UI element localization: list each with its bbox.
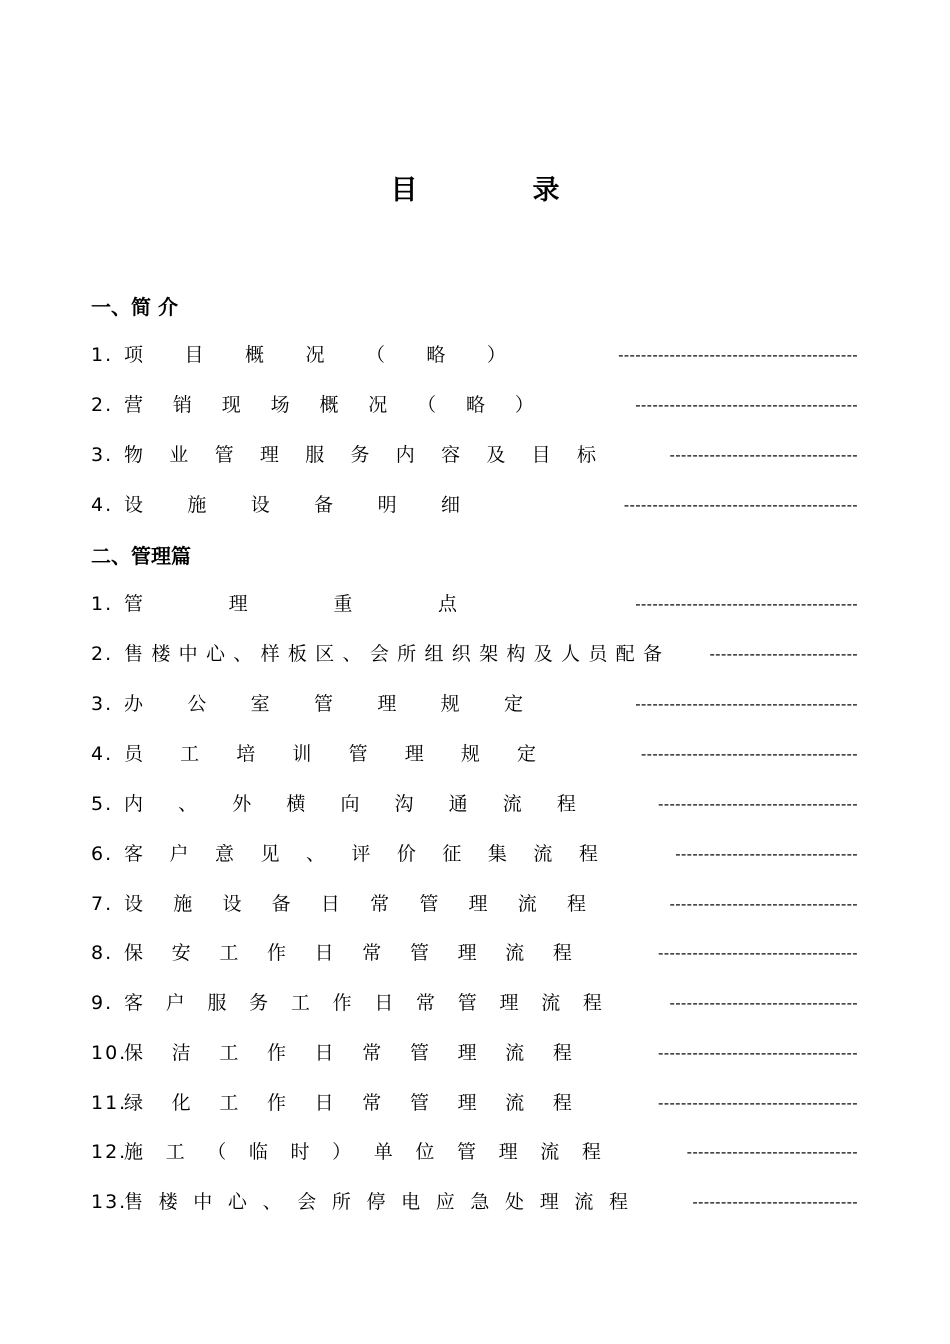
toc-entry-title: 员 工 培 训 管 理 规 定 <box>124 743 536 765</box>
toc-entry[interactable] <box>91 1189 858 1215</box>
toc-entry-number: 2. <box>91 643 114 665</box>
toc-entry-number: 7. <box>91 893 114 915</box>
toc-entry-leader: --------------------------------------- <box>635 396 858 414</box>
toc-entry-number: 10. <box>91 1042 128 1064</box>
toc-entry-leader: ----------------------------------- <box>658 944 858 962</box>
toc-entry-title: 客 户 服 务 工 作 日 常 管 理 流 程 <box>124 992 602 1014</box>
toc-entry-leader: --------------------------------- <box>669 895 858 913</box>
toc-entry-leader: ------------------------------------------ <box>618 346 858 364</box>
toc-entry-number: 12. <box>91 1141 128 1163</box>
section-heading-management: 二、管理篇 <box>91 544 191 568</box>
toc-entry[interactable] <box>91 940 858 966</box>
toc-entry-number: 1. <box>91 344 114 366</box>
toc-entry-leader: ----------------------------------- <box>658 1044 858 1062</box>
toc-entry-number: 9. <box>91 992 114 1014</box>
toc-entry-leader: --------------------------------------- <box>635 595 858 613</box>
toc-entry-title: 售 楼 中 心 、 样 板 区 、 会 所 组 织 架 构 及 人 员 配 备 <box>124 643 662 665</box>
toc-entry[interactable] <box>91 392 858 418</box>
toc-entry-title: 绿 化 工 作 日 常 管 理 流 程 <box>124 1092 572 1114</box>
toc-entry-number: 1. <box>91 593 114 615</box>
toc-entry-number: 3. <box>91 693 114 715</box>
toc-entry-number: 4. <box>91 743 114 765</box>
toc-entry-number: 4. <box>91 494 114 516</box>
toc-entry-number: 6. <box>91 843 114 865</box>
toc-entry-leader: ----------------------------------- <box>658 795 858 813</box>
toc-entry-title: 内 、 外 横 向 沟 通 流 程 <box>124 793 576 815</box>
toc-entry-title: 保 安 工 作 日 常 管 理 流 程 <box>124 942 572 964</box>
toc-entry-title: 客 户 意 见 、 评 价 征 集 流 程 <box>124 843 598 865</box>
toc-entry[interactable] <box>91 1139 858 1165</box>
toc-entry-leader: -------------------------- <box>709 645 858 663</box>
toc-entry-title: 管 理 重 点 <box>124 593 457 615</box>
toc-entry-leader: -------------------------------- <box>675 845 858 863</box>
toc-entry-leader: --------------------------------- <box>669 446 858 464</box>
toc-entry-title: 营 销 现 场 概 况 （ 略 ） <box>124 394 534 416</box>
page-title: 目 录 <box>390 175 604 206</box>
toc-entry-number: 8. <box>91 942 114 964</box>
toc-entry[interactable] <box>91 891 858 917</box>
toc-entry[interactable] <box>91 342 858 368</box>
toc-entry[interactable] <box>91 591 858 617</box>
toc-entry-leader: --------------------------------- <box>669 994 858 1012</box>
toc-entry-title: 办 公 室 管 理 规 定 <box>124 693 523 715</box>
toc-entry-title: 施 工 （ 临 时 ） 单 位 管 理 流 程 <box>124 1141 601 1163</box>
toc-entry-leader: ----------------------------- <box>692 1193 858 1211</box>
toc-entry[interactable] <box>91 641 858 667</box>
toc-entry[interactable] <box>91 442 858 468</box>
toc-entry-leader: ----------------------------------- <box>658 1094 858 1112</box>
toc-entry-leader: -------------------------------------- <box>640 745 858 763</box>
toc-entry[interactable] <box>91 492 858 518</box>
toc-entry-title: 项 目 概 况 （ 略 ） <box>124 344 506 366</box>
toc-entry-number: 13. <box>91 1191 128 1213</box>
section-heading-intro: 一、简 介 <box>91 295 178 319</box>
toc-entry-leader: ------------------------------ <box>686 1143 858 1161</box>
toc-entry-title: 保 洁 工 作 日 常 管 理 流 程 <box>124 1042 572 1064</box>
toc-entry-title: 设 施 设 备 日 常 管 理 流 程 <box>124 893 586 915</box>
toc-entry-number: 11. <box>91 1092 128 1114</box>
toc-entry-title: 物 业 管 理 服 务 内 容 及 目 标 <box>124 444 596 466</box>
toc-entry-title: 设 施 设 备 明 细 <box>124 494 460 516</box>
toc-entry[interactable] <box>91 741 858 767</box>
toc-entry[interactable] <box>91 791 858 817</box>
toc-entry-number: 5. <box>91 793 114 815</box>
toc-entry[interactable] <box>91 691 858 717</box>
toc-entry-number: 2. <box>91 394 114 416</box>
toc-entry[interactable] <box>91 841 858 867</box>
toc-entry[interactable] <box>91 1040 858 1066</box>
toc-entry-number: 3. <box>91 444 114 466</box>
toc-entry[interactable] <box>91 1090 858 1116</box>
toc-entry-title: 售 楼 中 心 、 会 所 停 电 应 急 处 理 流 程 <box>124 1191 628 1213</box>
toc-entry-leader: ----------------------------------------- <box>623 496 858 514</box>
toc-entry-leader: --------------------------------------- <box>635 695 858 713</box>
toc-entry[interactable] <box>91 990 858 1016</box>
